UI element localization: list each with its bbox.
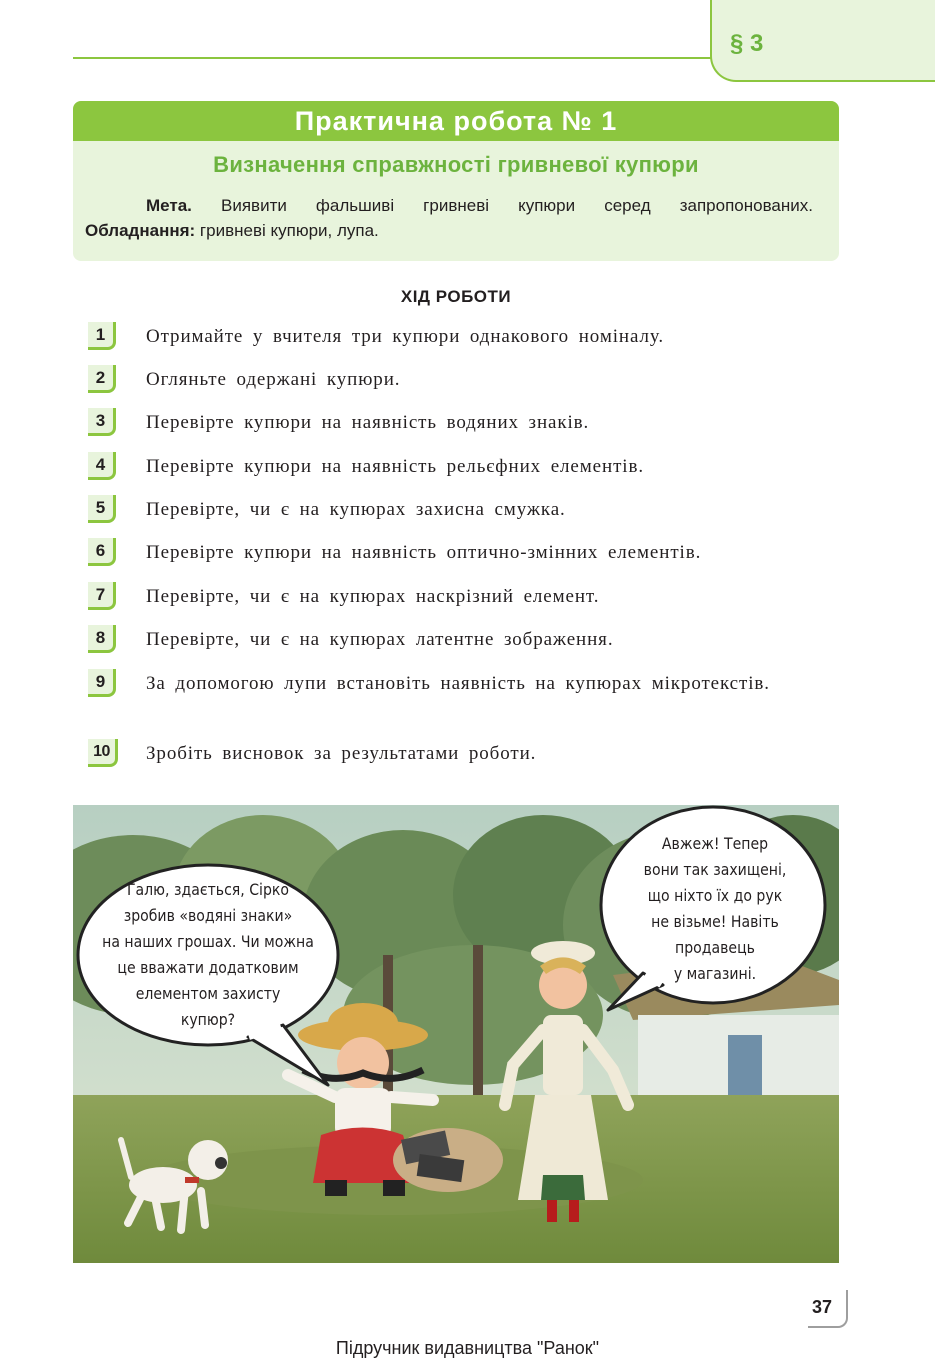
bubble-line: продавець	[675, 938, 755, 957]
step-text: Перевірте, чи є на купюрах захисна смужка.	[146, 499, 566, 520]
step-number: 8	[88, 625, 116, 653]
bubble-line: вони так захищені,	[643, 860, 787, 879]
equipment-label: Обладнання:	[85, 221, 196, 240]
practical-work-title: Практична робота № 1	[73, 101, 839, 141]
bubble-line: зробив «водяні знаки»	[123, 906, 293, 925]
step-text: Огляньте одержані купюри.	[146, 369, 401, 390]
practical-work-subtitle: Визначення справжності гривневої купюри	[213, 152, 699, 177]
step-text: Перевірте купюри на наявність оптично-змінних елементів.	[146, 542, 702, 563]
step-text: Перевірте, чи є на купюрах латентне зображення.	[146, 629, 614, 650]
bubble-line: купюр?	[180, 1010, 236, 1029]
cartoon-illustration	[73, 805, 839, 1263]
practical-work-box	[73, 101, 839, 261]
bubble-line: Галю, здається, Сірко	[126, 880, 290, 899]
equipment-text: гривневі купюри, лупа.	[199, 221, 379, 240]
right-speech-bubble	[627, 831, 803, 987]
left-speech-bubble	[89, 877, 327, 1033]
header-rule	[73, 57, 718, 59]
step-number: 3	[88, 408, 116, 436]
page-number: 37	[812, 1297, 833, 1317]
step-number: 2	[88, 365, 116, 393]
step-number: 10	[88, 739, 118, 767]
step-number: 6	[88, 538, 116, 566]
step-number: 9	[88, 669, 116, 697]
section-label: § 3	[730, 30, 764, 57]
step-text: Перевірте купюри на наявність рельєфних елементів.	[146, 456, 644, 477]
bubble-line: елементом захисту	[135, 984, 281, 1003]
step-text: Перевірте, чи є на купюрах наскрізний елемент.	[146, 586, 600, 607]
equipment-line	[85, 221, 813, 241]
step-number: 7	[88, 582, 116, 610]
step-text: За допомогою лупи встановіть наявність на купюрах мікротекстів.	[146, 673, 770, 694]
step-text: Отримайте у вчителя три купюри однакового номіналу.	[146, 326, 665, 347]
procedure-title: ХІД РОБОТИ	[400, 287, 512, 306]
goal-line	[85, 196, 813, 216]
bubble-line: Авжеж! Тепер	[661, 834, 769, 853]
publisher-credit: Підручник видавництва "Ранок"	[335, 1338, 600, 1358]
step-number: 4	[88, 452, 116, 480]
step-text: Зробіть висновок за результатами роботи.	[146, 743, 537, 764]
goal-label: Мета.	[146, 196, 192, 215]
bubble-line: це вважати додатковим	[117, 958, 299, 977]
step-number: 1	[88, 322, 116, 350]
step-text: Перевірте купюри на наявність водяних знаків.	[146, 412, 590, 433]
step-number: 5	[88, 495, 116, 523]
bubble-line: що ніхто їх до рук	[647, 886, 783, 905]
goal-text: Виявити фальшиві гривневі купюри серед запропонованих.	[221, 196, 813, 215]
bubble-line: у магазині.	[673, 964, 757, 983]
bubble-line: на наших грошах. Чи можна	[102, 932, 314, 951]
bubble-line: не візьме! Навіть	[651, 912, 779, 931]
